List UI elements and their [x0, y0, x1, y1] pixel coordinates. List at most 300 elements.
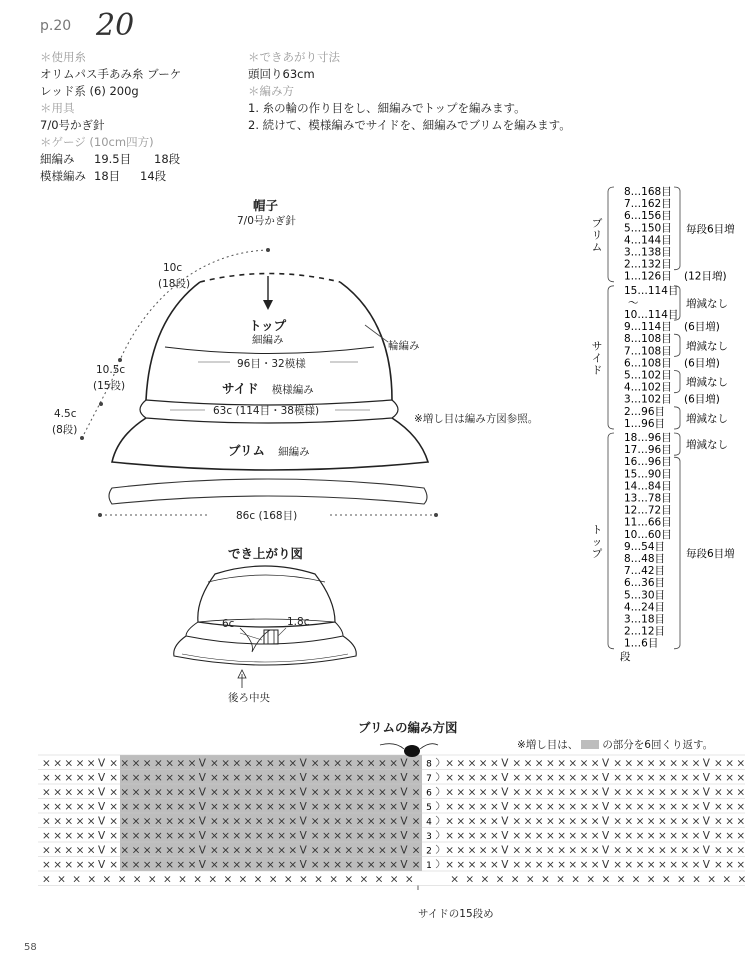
note-brace: [674, 433, 680, 455]
note-brace: [674, 187, 680, 270]
stitch-symbol: ×: [86, 771, 96, 784]
stitch-symbol: ×: [669, 757, 679, 770]
table-note: 増減なし: [686, 412, 728, 425]
stitch-row: [42, 815, 745, 827]
stitch-symbol: ×: [210, 800, 219, 813]
stitch-symbol: ×: [176, 844, 186, 857]
stitch-symbol: ×: [411, 829, 421, 842]
stitch-symbol: ×: [221, 771, 231, 784]
stitch-symbol: ×: [616, 873, 626, 886]
stitch-symbol: V: [501, 786, 509, 799]
stitch-symbol: V: [602, 815, 610, 828]
stitch-symbol: V: [400, 771, 408, 784]
stitch-symbol: ×: [646, 815, 656, 828]
stitch-symbol: ×: [445, 771, 455, 784]
stitch-symbol: ×: [176, 800, 186, 813]
stitch-symbol: ×: [669, 800, 679, 813]
stitch-symbol: ×: [355, 757, 365, 770]
stitch-symbol: ×: [389, 829, 399, 842]
stitch-symbol: ×: [540, 873, 550, 886]
stitch-symbol: ×: [624, 757, 634, 770]
table-row: 17…96目: [624, 444, 672, 457]
stitch-symbol: V: [501, 858, 509, 871]
stitch-symbol: ×: [359, 873, 369, 886]
stitch-symbol: ×: [232, 800, 242, 813]
stitch-symbol: ×: [165, 829, 175, 842]
stitch-symbol: ×: [283, 873, 293, 886]
stitch-symbol: ×: [725, 844, 735, 857]
method-heading: ＊編み方: [248, 84, 294, 98]
table-row: 7…162目: [624, 198, 672, 211]
stitch-symbol: ×: [456, 757, 466, 770]
stitch-symbol: ×: [42, 815, 51, 828]
stitch-symbol: ×: [736, 844, 746, 857]
stitch-symbol: V: [299, 858, 307, 871]
stitch-symbol: ×: [658, 757, 667, 770]
table-row: 6…36目: [624, 577, 666, 590]
stitch-symbol: ×: [661, 873, 671, 886]
stitch-symbol: ×: [366, 757, 376, 770]
yarn-line-2: レッド系 (6) 200g: [40, 84, 139, 98]
stitch-symbol: ×: [187, 858, 197, 871]
stitch-symbol: ×: [714, 858, 723, 871]
stitch-symbol: ×: [691, 858, 701, 871]
stitch-symbol: ×: [725, 771, 735, 784]
stitch-symbol: ×: [534, 771, 544, 784]
stitch-symbol: ×: [512, 757, 522, 770]
section-brace: [608, 433, 614, 649]
stitch-symbol: ×: [389, 786, 399, 799]
stitch-symbol: ×: [490, 757, 499, 770]
table-row: 3…18目: [624, 613, 666, 626]
stitch-symbol: ×: [53, 757, 63, 770]
stitch-symbol: ×: [467, 786, 477, 799]
stitch-symbol: ×: [86, 815, 96, 828]
stitch-symbol: ×: [176, 786, 186, 799]
section-name-char: ド: [591, 364, 603, 377]
stitch-symbol: V: [400, 800, 408, 813]
table-note: (6目増): [684, 393, 720, 406]
finished-width-1: 6c: [222, 618, 235, 630]
table-row: 3…102目: [624, 393, 672, 406]
stitch-symbol: ×: [546, 786, 555, 799]
stitch-symbol: ×: [669, 858, 679, 871]
note-brace: [674, 407, 680, 429]
stitch-symbol: ×: [132, 873, 142, 886]
stitch-symbol: ×: [266, 757, 275, 770]
stitch-symbol: ×: [366, 786, 376, 799]
stitch-symbol: V: [299, 844, 307, 857]
ring-label: 輪編み: [388, 340, 420, 352]
stitch-symbol: V: [400, 786, 408, 799]
stitch-symbol: ×: [411, 858, 421, 871]
stitch-symbol: ×: [725, 829, 735, 842]
stitch-symbol: ×: [344, 757, 354, 770]
stitch-symbol: ×: [162, 873, 172, 886]
stitch-symbol: ×: [378, 786, 387, 799]
stitch-symbol: ×: [142, 844, 152, 857]
stitch-symbol: ×: [109, 815, 119, 828]
table-row: 7…42目: [624, 565, 666, 578]
stitch-symbol: ×: [389, 771, 399, 784]
row-number: 3: [426, 831, 432, 842]
table-row: 12…72目: [624, 504, 672, 517]
stitch-row: [42, 844, 745, 856]
stitch-symbol: ×: [53, 844, 63, 857]
stitch-symbol: ×: [714, 829, 723, 842]
stitch-symbol: ×: [210, 786, 219, 799]
stitch-symbol: ×: [310, 815, 320, 828]
stitch-symbol: ×: [714, 757, 723, 770]
table-row: 7…108目: [624, 345, 672, 358]
stitch-symbol: ×: [613, 829, 623, 842]
stitch-symbol: ×: [525, 873, 535, 886]
side-label: サイド: [222, 381, 259, 396]
stitch-symbol: ×: [635, 771, 645, 784]
stitch-symbol: ×: [109, 800, 119, 813]
stitch-symbol: ×: [523, 829, 533, 842]
stitch-symbol: ×: [131, 771, 141, 784]
stitch-symbol: ×: [445, 829, 455, 842]
table-row: 9…114目: [624, 321, 672, 334]
dim-side: 10.5c: [96, 364, 126, 376]
stitch-symbol: V: [702, 815, 710, 828]
stitch-symbol: ×: [266, 858, 275, 871]
stitch-symbol: ×: [266, 771, 275, 784]
stitch-symbol: ×: [53, 786, 63, 799]
stitch-symbol: ×: [232, 771, 242, 784]
stitch-symbol: ×: [680, 800, 690, 813]
table-row: 13…78目: [624, 492, 672, 505]
stitch-symbol: ×: [646, 858, 656, 871]
stitch-symbol: ×: [232, 786, 242, 799]
table-row: 4…102目: [624, 381, 672, 394]
stitch-symbol: V: [198, 757, 206, 770]
stitch-symbol: ×: [333, 844, 343, 857]
stitch-symbol: ×: [490, 800, 499, 813]
stitch-symbol: ×: [254, 844, 264, 857]
stitch-symbol: ×: [64, 771, 74, 784]
stitch-symbol: ×: [87, 873, 97, 886]
stitch-symbol: ×: [714, 800, 723, 813]
stitch-symbol: ×: [42, 800, 51, 813]
stitch-symbol: ×: [456, 800, 466, 813]
stitch-symbol: ×: [42, 786, 51, 799]
stitch-symbol: ×: [725, 815, 735, 828]
method-step-1: 1. 糸の輪の作り目をし、細編みでトップを編みます。: [248, 101, 526, 115]
stitch-symbol: ×: [310, 757, 320, 770]
stitch-symbol: V: [400, 815, 408, 828]
brim-label: ブリム: [228, 443, 266, 458]
stitch-symbol: ×: [579, 844, 589, 857]
stitch-row: [42, 757, 745, 769]
stitch-symbol: ×: [86, 757, 96, 770]
stitch-symbol: ×: [590, 786, 600, 799]
table-note: 毎段6目増: [686, 223, 735, 236]
stitch-symbol: ×: [590, 829, 600, 842]
stitch-symbol: V: [702, 829, 710, 842]
stitch-symbol: ×: [221, 829, 231, 842]
stitch-symbol: ×: [310, 800, 320, 813]
stitch-symbol: ×: [480, 873, 490, 886]
stitch-symbol: ×: [568, 786, 578, 799]
stitch-symbol: ×: [680, 844, 690, 857]
side-label-group: [222, 378, 314, 397]
stitch-symbol: ×: [288, 800, 298, 813]
stitch-symbol: ×: [221, 786, 231, 799]
page-footer: 58: [24, 942, 37, 953]
section-brace: [608, 286, 614, 429]
stitch-symbol: ×: [557, 771, 567, 784]
stitch-symbol: ×: [534, 858, 544, 871]
section-name-char: ッ: [591, 535, 603, 548]
stitch-symbol: ×: [389, 844, 399, 857]
stitch-symbol: ×: [490, 829, 499, 842]
stitch-symbol: ×: [254, 800, 264, 813]
stitch-symbol: V: [400, 858, 408, 871]
stitch-symbol: ×: [389, 815, 399, 828]
stitch-symbol: ×: [512, 771, 522, 784]
section-brace: [608, 187, 614, 282]
stitch-symbol: ×: [478, 786, 488, 799]
stitch-symbol: ×: [344, 771, 354, 784]
stitch-symbol: ×: [736, 858, 746, 871]
stitch-symbol: V: [602, 771, 610, 784]
stitch-symbol: ×: [178, 873, 187, 886]
stitch-symbol: ×: [374, 873, 384, 886]
stitch-symbol: ×: [411, 757, 421, 770]
stitch-symbol: ×: [568, 858, 578, 871]
stitch-symbol: ×: [366, 858, 376, 871]
stitch-symbol: ×: [624, 829, 634, 842]
size-heading: ＊できあがり寸法: [248, 50, 340, 64]
stitch-symbol: V: [98, 829, 106, 842]
section-name-char: ム: [591, 241, 603, 254]
stitch-symbol: ×: [221, 858, 231, 871]
stitch-symbol: ×: [534, 815, 544, 828]
stitch-symbol: ×: [187, 757, 197, 770]
stitch-symbol: ×: [736, 771, 746, 784]
stitch-symbol: ×: [590, 771, 600, 784]
stitch-symbol: ×: [64, 786, 74, 799]
stitch-symbol: ×: [120, 757, 130, 770]
stitch-symbol: ×: [165, 858, 175, 871]
stitch-symbol: ×: [254, 786, 264, 799]
stitch-symbol: V: [299, 815, 307, 828]
stitch-symbol: ×: [86, 829, 96, 842]
table-row: 3…138目: [624, 246, 672, 259]
stitch-symbol: ×: [590, 858, 600, 871]
stitch-symbol: ×: [243, 771, 253, 784]
stitch-symbol: V: [98, 858, 106, 871]
stitch-symbol: ×: [635, 858, 645, 871]
row-count-table: [590, 178, 750, 698]
stitch-symbol: ×: [266, 815, 275, 828]
stitch-symbol: ×: [266, 829, 275, 842]
stitch-symbol: ×: [456, 844, 466, 857]
stitch-symbol: ×: [243, 844, 253, 857]
stitch-symbol: ×: [680, 757, 690, 770]
stitch-symbol: ×: [268, 873, 278, 886]
stitch-symbol: ×: [557, 844, 567, 857]
stitch-symbol: V: [501, 800, 509, 813]
stitch-symbol: ×: [546, 829, 555, 842]
gauge-heading: ＊ゲージ (10cm四方): [40, 135, 154, 149]
stitch-symbol: ×: [75, 786, 85, 799]
stitch-symbol: ×: [53, 800, 63, 813]
stitch-symbol: ×: [590, 815, 600, 828]
stitch-symbol: ×: [467, 829, 477, 842]
dim-brim: 4.5c: [54, 408, 77, 420]
stitch-symbol: ×: [243, 829, 253, 842]
stitch-symbol: ×: [631, 873, 641, 886]
stitch-symbol: ×: [389, 858, 399, 871]
dim-top-rows: (18段): [158, 278, 191, 290]
stitch-symbol: ×: [154, 757, 163, 770]
stitch-symbol: ×: [232, 844, 242, 857]
stitch-symbol: ×: [232, 815, 242, 828]
brim-chart: [0, 740, 750, 890]
stitch-symbol: ×: [512, 844, 522, 857]
stitch-symbol: ×: [512, 786, 522, 799]
stitch-symbol: ×: [355, 844, 365, 857]
stitch-symbol: ×: [411, 844, 421, 857]
stitch-symbol: ×: [310, 771, 320, 784]
stitch-symbol: V: [501, 757, 509, 770]
stitch-symbol: ×: [456, 786, 466, 799]
stitch-symbol: ×: [568, 815, 578, 828]
stitch-symbol: ×: [75, 771, 85, 784]
stitch-symbol: ×: [131, 757, 141, 770]
stitch-symbol: ×: [624, 771, 634, 784]
stitch-symbol: ×: [344, 815, 354, 828]
table-note: (12目増): [684, 270, 727, 283]
stitch-symbol: ×: [646, 800, 656, 813]
row-number: 6: [426, 788, 432, 799]
stitch-symbol: ×: [165, 757, 175, 770]
stitch-symbol: ×: [658, 844, 667, 857]
stitch-symbol: ×: [378, 771, 387, 784]
table-row: 1…126目: [624, 270, 672, 283]
stitch-symbol: ×: [512, 800, 522, 813]
stitch-symbol: V: [501, 829, 509, 842]
stitch-symbol: ×: [299, 873, 308, 886]
stitch-symbol: ×: [243, 858, 253, 871]
section-name-char: サ: [591, 340, 603, 353]
stitch-symbol: V: [299, 757, 307, 770]
stitch-symbol: ×: [669, 829, 679, 842]
stitch-symbol: ×: [210, 815, 219, 828]
stitch-row: [42, 786, 745, 798]
stitch-symbol: ×: [42, 873, 51, 886]
stitch-symbol: ×: [210, 858, 219, 871]
stitch-symbol: ×: [646, 786, 656, 799]
stitch-symbol: ×: [288, 815, 298, 828]
stitch-symbol: ×: [737, 873, 747, 886]
stitch-symbol: ×: [523, 800, 533, 813]
stitch-symbol: ×: [478, 757, 488, 770]
stitch-symbol: ×: [322, 815, 331, 828]
stitch-symbol: ×: [478, 771, 488, 784]
stitch-symbol: ×: [736, 829, 746, 842]
stitch-symbol: ×: [310, 829, 320, 842]
stitch-symbol: V: [501, 844, 509, 857]
stitch-symbol: ×: [568, 757, 578, 770]
page-label: p.20: [40, 18, 72, 34]
stitch-symbol: ×: [64, 757, 74, 770]
stitch-symbol: ×: [243, 786, 253, 799]
stitch-symbol: ×: [389, 757, 399, 770]
stitch-symbol: ×: [478, 844, 488, 857]
stitch-symbol: ×: [557, 858, 567, 871]
stitch-symbol: ×: [277, 786, 287, 799]
stitch-symbol: ×: [467, 858, 477, 871]
table-row: 1…6目: [624, 637, 659, 650]
stitch-symbol: ×: [579, 829, 589, 842]
stitch-symbol: ×: [288, 786, 298, 799]
stitch-symbol: ×: [187, 844, 197, 857]
stitch-symbol: ×: [445, 757, 455, 770]
stitch-symbol: ×: [534, 757, 544, 770]
stitch-symbol: ×: [86, 786, 96, 799]
stitch-symbol: ×: [42, 858, 51, 871]
table-row: 11…66目: [624, 516, 672, 529]
stitch-symbol: ×: [680, 829, 690, 842]
stitch-symbol: ×: [478, 858, 488, 871]
stitch-symbol: ×: [579, 757, 589, 770]
stitch-symbol: ×: [154, 844, 163, 857]
section-name: [592, 524, 603, 560]
stitch-row: [42, 772, 745, 784]
stitch-symbol: ×: [176, 771, 186, 784]
table-row: 16…96目: [624, 456, 672, 469]
stitch-symbol: ×: [266, 800, 275, 813]
stitch-symbol: ×: [187, 771, 197, 784]
stitch-symbol: ×: [411, 800, 421, 813]
stitch-symbol: ×: [277, 858, 287, 871]
stitch-symbol: ×: [42, 844, 51, 857]
stitch-symbol: ×: [254, 757, 264, 770]
stitch-symbol: ×: [288, 829, 298, 842]
stitch-symbol: ×: [579, 771, 589, 784]
stitch-symbol: ×: [510, 873, 520, 886]
stitch-symbol: ×: [176, 757, 186, 770]
stitch-symbol: ×: [635, 786, 645, 799]
stitch-symbol: ×: [64, 815, 74, 828]
stitch-symbol: ×: [154, 800, 163, 813]
stitch-symbol: ×: [512, 815, 522, 828]
table-row: 5…150目: [624, 222, 672, 235]
stitch-symbol: ×: [568, 844, 578, 857]
stitch-symbol: V: [98, 757, 106, 770]
stitch-symbol: ×: [322, 786, 331, 799]
note-brace: [674, 334, 680, 356]
yarn-heading: ＊使用糸: [40, 50, 86, 64]
stitch-row: [42, 801, 745, 813]
stitch-symbol: ×: [344, 800, 354, 813]
stitch-symbol: V: [198, 858, 206, 871]
stitch-symbol: ×: [613, 800, 623, 813]
stitch-symbol: ×: [75, 815, 85, 828]
table-row: 6…108目: [624, 357, 672, 370]
dim-brim-rows: (8段): [52, 424, 78, 436]
stitch-symbol: ×: [344, 829, 354, 842]
stitch-symbol: ×: [75, 844, 85, 857]
stitch-symbol: ×: [109, 858, 119, 871]
stitch-symbol: ×: [147, 873, 157, 886]
stitch-symbol: V: [98, 800, 106, 813]
finished-diagram: [160, 560, 380, 700]
